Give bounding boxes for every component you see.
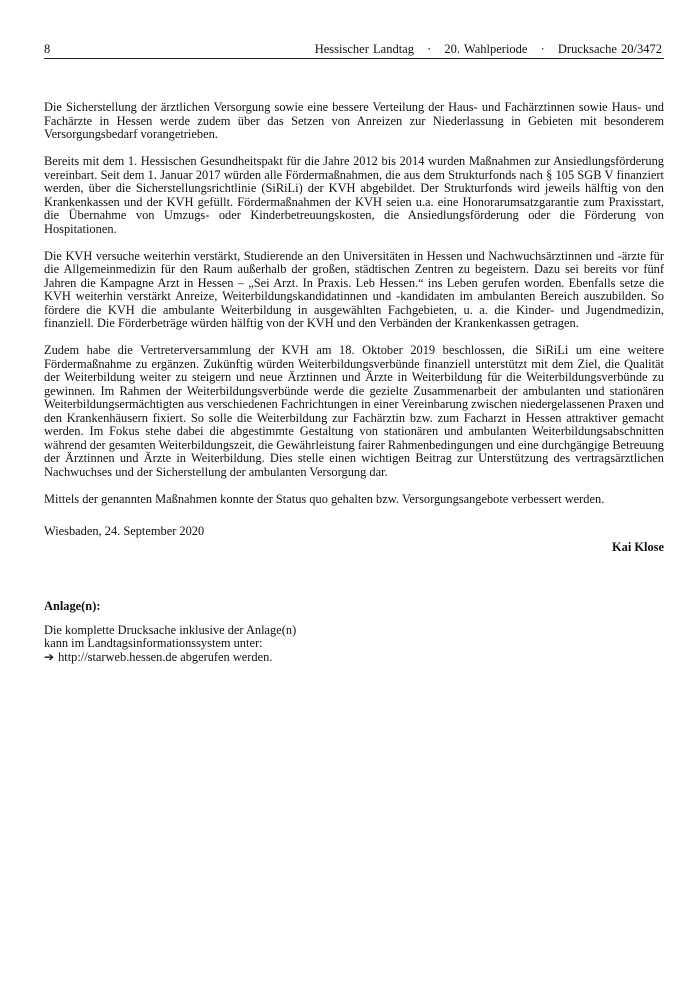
document-body: [44, 101, 664, 664]
legislative-period: 20. Wahlperiode: [444, 42, 528, 56]
printed-matter-number: Drucksache 20/3472: [557, 42, 662, 56]
parliament-name: Hessischer Landtag: [314, 42, 414, 56]
separator-dot: ·: [427, 42, 432, 56]
attachment-link-line: [44, 651, 664, 665]
body-paragraph: Die KVH versuche weiterhin verstärkt, Studierende an den Universitäten in Hessen und Nachwuchsärztinnen und -ärzte für die Allgemeinmedizin für den Raum außerhalb der großen, städtischen Zentren zu begeistern. Dazu sei bereits vor fünf Jahren die Kampagne Arzt in Hessen – „Sei Arzt. In Praxis. Leb Hessen.“ ins Leben gerufen worden. Ebenfalls setze die KVH weiterhin verstärkt Anreize, Weiterbildungskandidatinnen und -kandidaten im ambulanten Bereich auszubilden. So fördere die KVH die ambulante Weiterbildung in ausgewählten Fachgebieten, u. a. die Kinder- und Jugendmedizin, finanziell. Die Förderbeträge würden hälftig von der KVH und den Verbänden der Krankenkassen getragen.: [44, 248, 664, 330]
signatory-name: Kai Klose: [612, 539, 664, 554]
place-and-date: Wiesbaden, 24. September 2020: [44, 524, 205, 538]
body-paragraph: Bereits mit dem 1. Hessischen Gesundheitspakt für die Jahre 2012 bis 2014 wurden Maßnahmen zur Ansiedlungsförderung vereinbart. Seit dem 1. Januar 2017 würden alle Fördermaßnahmen, die aus dem Strukturfonds nach § 105 SGB V finanziert werden, über die Sicherstellungsrichtlinie (SiRiLi) der KVH abgebildet. Der Strukturfonds wird jeweils hälftig von den Krankenkassen und der KVH gefüllt. Fördermaßnahmen der KVH seien u.a. eine Honorarumsatzgarantie zum Praxisstart, die Übernahme von Umzugs- oder Kinderbetreuungskosten, die Ansiedlungsförderung oder die Förderung von Hospitationen.: [44, 154, 664, 236]
body-paragraph: Mittels der genannten Maßnahmen konnte der Status quo gehalten bzw. Versorgungsangebote verbessert werden.: [44, 491, 605, 506]
separator-dot: ·: [540, 42, 545, 56]
body-paragraph: Zudem habe die Vertreterversammlung der KVH am 18. Oktober 2019 beschlossen, die SiRiLi um eine weitere Fördermaßnahme zu ergänzen. Zukünftig würden Weiterbildungsverbünde finanziell unterstützt mit dem Ziel, die Qualität der Weiterbildung weiter zu steigern und neue Ärztinnen und Ärzte in Weiterbildung für die Weiterbildungsverbünde zu gewinnen. Im Rahmen der Weiterbildungsverbünde werde die gezielte Zusammenarbeit der ambulanten und stationären Weiterbildungsermächtigten aus verschiedenen Fachrichtungen in einer Vereinbarung zwischen niedergelassenen Praxen und den Krankenhäusern fixiert. So solle die Weiterbildung zur Fachärztin bzw. zum Facharzt in Hessen attraktiver gemacht werden. Im Fokus stehe dabei die abgestimmte Gestaltung von stationären und ambulanten Weiterbildungsabschnitten während der gesamten Weiterbildungszeit, die Gewährleistung fairer Rahmenbedingungen und eine durchgängige Betreuung der Ärztinnen und Ärzte in Weiterbildung. Dies stelle einen wichtigen Beitrag zur Unterstützung des vertragsärztlichen Nachwuchses und der Sicherstellung der ambulanten Versorgung dar.: [44, 343, 664, 479]
attachment-section: [44, 600, 664, 664]
arrow-right-icon: ➔: [44, 649, 55, 664]
attachment-text: Die komplette Drucksache inklusive der Anlage(n): [44, 622, 297, 637]
attachment-text: kann im Landtagsinformationssystem unter:: [44, 636, 263, 650]
document-meta: [315, 42, 662, 57]
attachment-link[interactable]: http://starweb.hessen.de abgerufen werden.: [58, 649, 273, 664]
attachment-title: Anlage(n):: [44, 599, 101, 613]
body-paragraph: Die Sicherstellung der ärztlichen Versorgung sowie eine bessere Verteilung der Haus- und Fachärztinnen sowie Haus- und Fachärzte in Hessen werde zudem über das Setzen von Anreizen zur Niederlassung in Gebieten mit besonderem Versorgungsbedarf vorangetrieben.: [44, 100, 664, 141]
page-header: [44, 42, 664, 59]
page-number: 8: [44, 42, 51, 56]
